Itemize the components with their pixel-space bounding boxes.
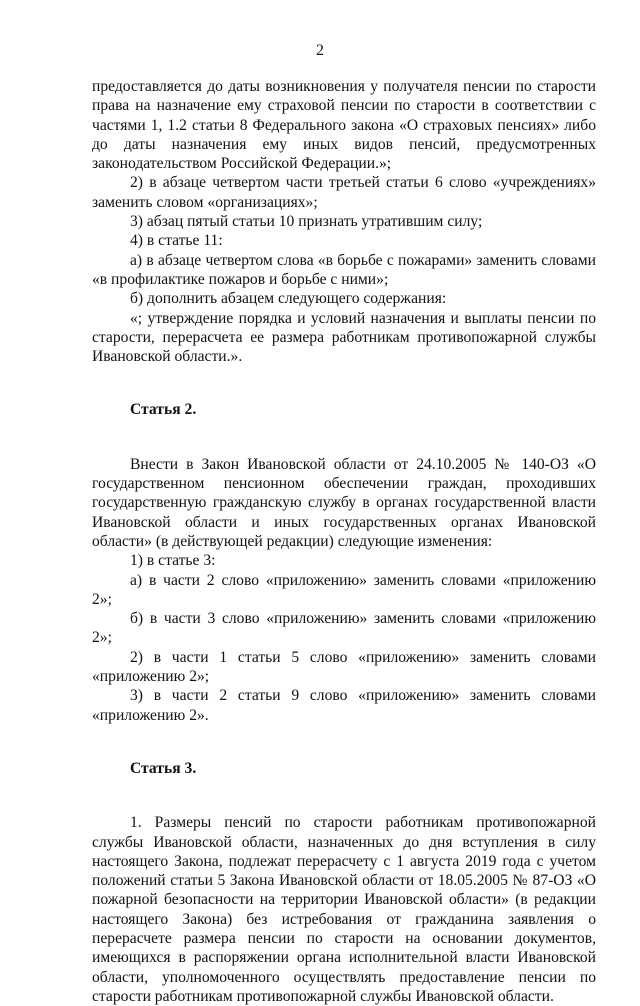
paragraph: 1. Размеры пенсий по старости работникам противопожарной службы Ивановской области, назначенных до дня вступления в силу настоящего Закона, подлежат перерасчету с 1 августа 2019 года с учетом положений статьи 5 Закона Ивановской области от 18.05.2005 № 87-ОЗ «О пожарной безопасности на территории Ивановской области» (в редакции настоящего Закона) без истребования от гражданина заявления о перерасчете размера пенсии по старости на основании документов, имеющихся в распоряжении органа исполнительной власти Ивановской области, уполномоченного осуществлять предоставление пенсии по старости работникам противопожарной службы Ивановской области. — [92, 814, 596, 1005]
paragraph: а) в абзаце четвертом слова «в борьбе с пожарами» заменить словами «в профилактике пожаров и борьбе с ними»; — [92, 251, 596, 288]
paragraph: «; утверждение порядка и условий назначения и выплаты пенсии по старости, перерасчета ее размера работникам противопожарной службы Ивановской области.». — [92, 309, 596, 366]
article-heading: Статья 2. — [130, 401, 197, 419]
paragraph: б) дополнить абзацем следующего содержания: — [130, 290, 447, 308]
paragraph: предоставляется до даты возникновения у получателя пенсии по старости права на назначение ему страховой пенсии по старости в соответствии с частями 1, 1.2 статьи 8 Федерального закона «О страховых пенсиях» либо до даты назначения ему иных видов пенсий, предусмотренных законодательством Российской Федерации.»; — [92, 78, 596, 173]
document-body — [92, 77, 596, 1006]
paragraph: 2) в абзаце четвертом части третьей статьи 6 слово «учреждениях» заменить словом «организациях»; — [92, 174, 596, 211]
paragraph: 1) в статье 3: — [130, 552, 216, 570]
paragraph: Внести в Закон Ивановской области от 24.10.2005 № 140-ОЗ «О государственном пенсионном обеспечении граждан, проходивших государственную гражданскую службу в органах государственной власти Ивановской области и иных государственных органах Ивановской области» (в действующей редакции) следующие изменения: — [92, 455, 596, 550]
article-heading: Статья 3. — [130, 759, 197, 777]
paragraph: 4) в статье 11: — [130, 232, 223, 250]
paragraph: 3) абзац пятый статьи 10 признать утратившим силу; — [130, 213, 483, 231]
paragraph: б) в части 3 слово «приложению» заменить словами «приложению 2»; — [92, 610, 596, 647]
paragraph: а) в части 2 слово «приложению» заменить словами «приложению 2»; — [92, 571, 596, 608]
page-number: 2 — [316, 42, 324, 59]
paragraph: 3) в части 2 статьи 9 слово «приложению» заменить словами «приложению 2». — [92, 687, 596, 724]
paragraph: 2) в части 1 статьи 5 слово «приложению» заменить словами «приложению 2»; — [92, 648, 596, 686]
